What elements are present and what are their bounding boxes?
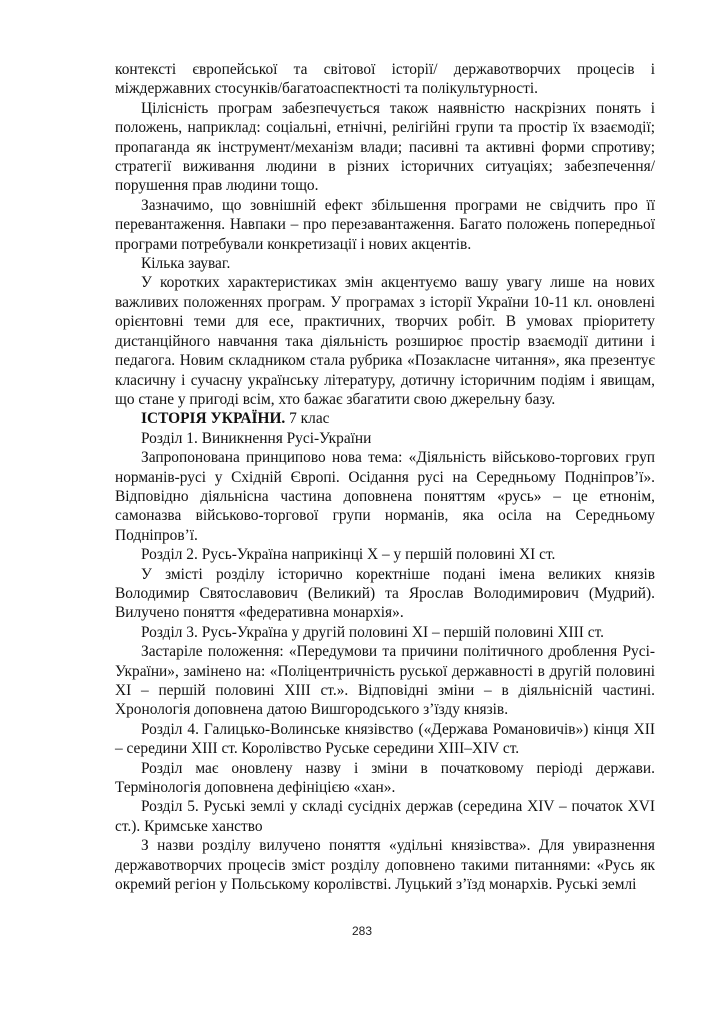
section-body: Розділ має оновлену назву і зміни в початковому періоді держави. Термінологія доповнена дефініцією «хан».: [115, 759, 655, 797]
section-body: Запропонована принципово нова тема: «Діяльність військово-торгових груп норманів-русі у Східній Європі. Осідання русі на Середньому Подніпров’ї». Відповідно діяльнісна частина доповнена поняттям «русь» – це етнонім, самоназва військово-торгової групи норманів, яка осіла на Середньому Подніпров’ї.: [115, 449, 655, 544]
paragraph-remarks: Кілька зауваг.: [141, 255, 231, 273]
heading-grade: 7 клас: [285, 410, 330, 428]
paragraph-overload: Зазначимо, що зовнішній ефект збільшення програми не свідчить про її перевантаження. Навпаки – про перезавантаження. Багато положень попередньої програми потребували конкретизації і нових акцентів.: [115, 196, 655, 253]
page-number: 283: [351, 924, 373, 938]
section-title: Розділ 4. Галицько-Волинське князівство («Держава Романовичів») кінця XII – середини ХІІІ ст. Королівство Руське середини XIII–XIV ст.: [115, 720, 655, 758]
document-page: [115, 60, 655, 894]
paragraph-intro-continuation: контексті європейської та світової історії/ державотворчих процесів і міждержавних стосунків/багатоаспектності та полікультурності.: [115, 61, 655, 98]
section-title: Розділ 2. Русь-Україна наприкінці Х – у першій половині ХІ ст.: [141, 546, 556, 564]
section-body: У змісті розділу історично коректніше подані імена великих князів Володимир Святославович (Великий) та Ярослав Володимирович (Мудрий). Вилучено поняття «федеративна монархія».: [115, 565, 655, 622]
section-title: Розділ 3. Русь-Україна у другій половині ХІ – першій половині ХІІІ ст.: [141, 623, 605, 641]
section-body: Застаріле положення: «Передумови та причини політичного дроблення Русі-України», замінено на: «Поліцентричність руської державності в другій половині XI – першій половині XIII ст.». Відповідні зміни – в діяльнісній частині. Хронологія доповнена датою Вишгородського з’їзду князів.: [115, 643, 655, 719]
section-title: Розділ 1. Виникнення Русі-України: [141, 429, 372, 447]
paragraph-changes: У коротких характеристиках змін акцентуємо вашу увагу лише на нових важливих положеннях програм. У програмах з історії України 10-11 кл. оновлені орієнтовні теми для есе, практичних, творчих робіт. В умовах пріоритету дистанційного навчання така діяльність розширює простір взаємодії дитини і педагога. Новим складником стала рубрика «Позакласне читання», яка презентує класичну і сучасну українську літературу, дотичну історичним подіям і явищам, що стане у пригоді всім, хто бажає збагатити свою джерельну базу.: [115, 274, 655, 408]
section-title: Розділ 5. Руські землі у складі сусідніх держав (середина XIV – початок XVI ст.). Кримське ханство: [115, 798, 655, 835]
paragraph-integrity: Цілісність програм забезпечується також наявністю наскрізних понять і положень, наприклад: соціальні, етнічні, релігійні групи та простір їх взаємодії; пропаганда як інструмент/механізм влади; пасивні та активні форми спротиву; стратегії виживання людини в різних історичних ситуаціях; забезпечення/порушення прав людини тощо.: [115, 99, 655, 195]
grade-heading: [115, 409, 655, 428]
section-body: З назви розділу вилучено поняття «удільні князівства». Для увиразнення державотворчих процесів зміст розділу доповнено такими питаннями: «Русь як окремий регіон у Польському королівстві. Луцький з’їзд монархів. Руські землі: [115, 837, 655, 894]
heading-subject: ІСТОРІЯ УКРАЇНИ.: [141, 410, 286, 428]
